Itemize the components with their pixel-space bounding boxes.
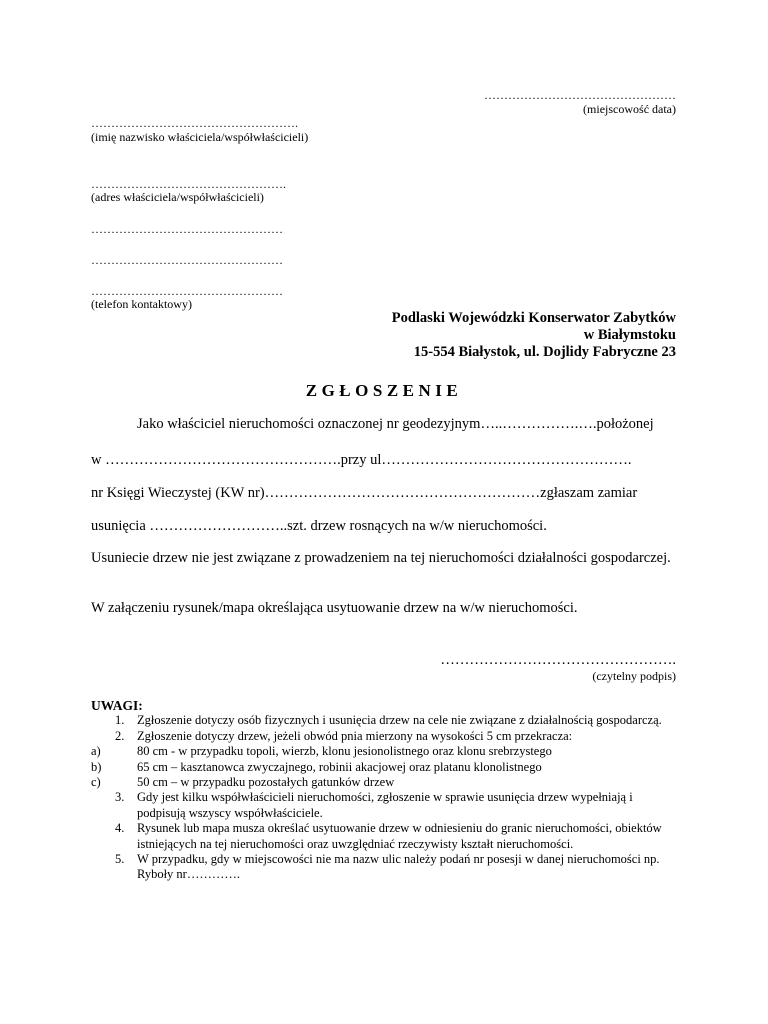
document-title: ZGŁOSZENIE — [305, 381, 463, 400]
note-item — [91, 760, 681, 775]
note-item — [91, 790, 681, 821]
recipient-line2: w Białymstoku — [583, 327, 676, 343]
note-marker: b) — [91, 759, 102, 774]
note-text: W przypadku, gdy w miejscowości nie ma nazw ulic należy podań nr posesji w danej nieruchomości np. Ryboły nr…………. — [137, 852, 660, 882]
place-date-dots: ………………………………………… — [484, 88, 676, 102]
note-text: Zgłoszenie dotyczy osób fizycznych i usunięcia drzew na cele nie związane z działalnością gospodarczą. — [137, 713, 662, 728]
owner-address-dots: …………………………………………. — [91, 177, 286, 191]
body-line-plot-number: Jako właściciel nieruchomości oznaczonej nr geodezyjnym…..…………….….położonej — [137, 416, 654, 432]
recipient-line1: Podlaski Wojewódzki Konserwator Zabytków — [391, 310, 676, 326]
body-line-location-street: w ………………………………………….przy ul……………………………………………. — [91, 452, 632, 468]
note-item — [91, 729, 681, 744]
signature-dots: …………………………………………. — [440, 652, 676, 668]
body-paragraph-business: Usuniecie drzew nie jest związane z prowadzeniem na tej nieruchomości działalności gospodarczej. — [91, 550, 671, 566]
notes-list — [91, 713, 681, 882]
note-item — [91, 821, 681, 852]
address-line3-dots: ………………………………………… — [91, 253, 283, 267]
note-item — [91, 713, 681, 728]
note-marker: a) — [91, 744, 101, 759]
note-marker: 1. — [115, 713, 125, 728]
note-marker: 5. — [115, 852, 125, 867]
note-item — [91, 775, 681, 790]
signature-label: (czytelny podpis) — [592, 669, 676, 683]
note-marker: 2. — [115, 728, 125, 743]
note-text: 65 cm – kasztanowca zwyczajnego, robinii akacjowej oraz platanu klonolistnego — [137, 759, 542, 774]
note-text: 50 cm – w przypadku pozostałych gatunków drzew — [137, 775, 395, 790]
place-date-label: (miejscowość data) — [583, 102, 676, 116]
note-text: Gdy jest kilku współwłaścicieli nieruchomości, zgłoszenie w sprawie usunięcia drzew wypełniają i podpisują wszyscy współwłaściciele. — [137, 790, 633, 820]
note-text: Rysunek lub mapa musza określać usytuowanie drzew w odniesieniu do granic nieruchomości, obiektów istniejących na tej nieruchomości oraz uwzględniać rzeczywisty kształt nieruchomości. — [137, 821, 662, 851]
note-item — [91, 852, 681, 883]
notes-title: UWAGI: — [91, 698, 143, 713]
note-marker: c) — [91, 775, 101, 790]
owner-address-label: (adres właściciela/współwłaścicieli) — [91, 190, 264, 204]
note-marker: 3. — [115, 790, 125, 805]
phone-dots: ………………………………………… — [91, 284, 283, 298]
note-text: 80 cm - w przypadku topoli, wierzb, klonu jesionolistnego oraz klonu srebrzystego — [137, 744, 552, 759]
body-line-land-register: nr Księgi Wieczystej (KW nr)…………………………………………………zgłaszam zamiar — [91, 485, 638, 501]
owner-name-label: (imię nazwisko właściciela/współwłaścicieli) — [91, 130, 309, 144]
note-marker: 4. — [115, 821, 125, 836]
body-paragraph-attachment: W załączeniu rysunek/mapa określająca usytuowanie drzew na w/w nieruchomości. — [91, 600, 578, 616]
note-item — [91, 744, 681, 759]
phone-label: (telefon kontaktowy) — [91, 297, 192, 311]
notes-section — [91, 698, 681, 883]
address-line2-dots: ………………………………………… — [91, 222, 283, 236]
recipient-line3: 15-554 Białystok, ul. Dojlidy Fabryczne 23 — [413, 344, 676, 360]
note-text: Zgłoszenie dotyczy drzew, jeżeli obwód pnia mierzony na wysokości 5 cm przekracza: — [137, 728, 573, 743]
body-line-tree-count: usunięcia ………………………..szt. drzew rosnących na w/w nieruchomości. — [91, 518, 547, 534]
owner-name-dots: ……………………………………………. — [91, 116, 298, 130]
